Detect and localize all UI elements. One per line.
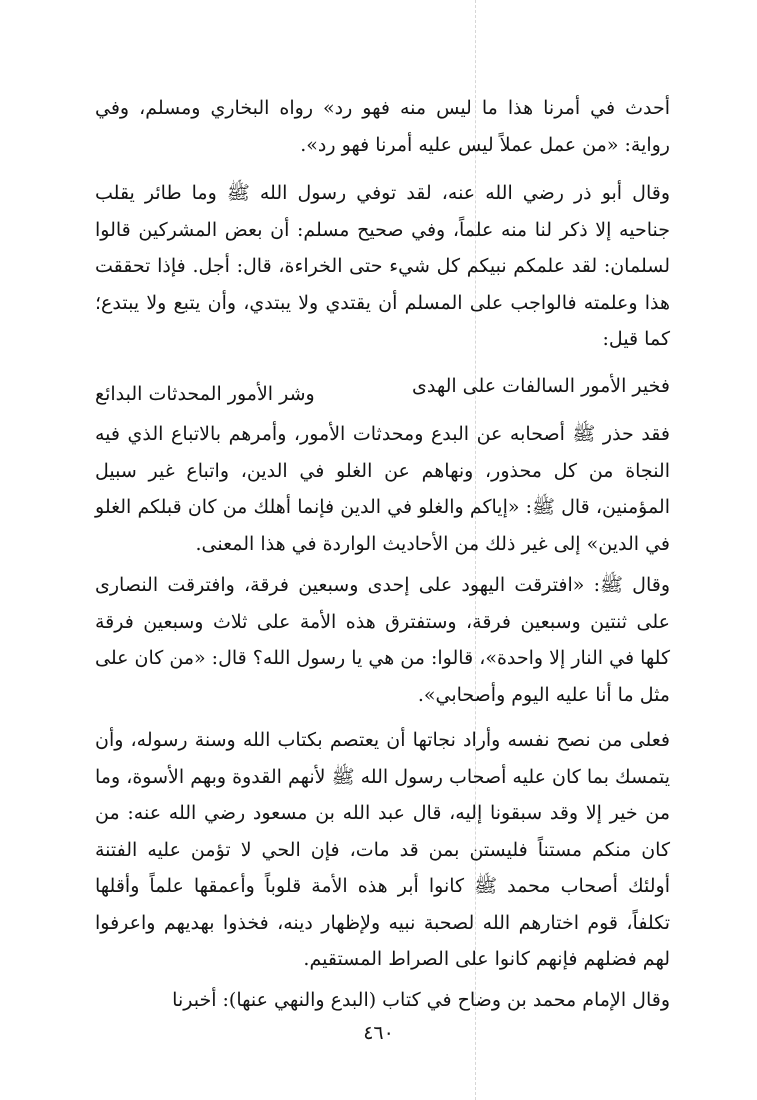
paragraph-warning-innovation: فقد حذر ﷺ أصحابه عن البدع ومحدثات الأمور، وأمرهم بالاتباع الذي فيه النجاة من كل محذور، ونهاهم عن الغلو في الدين، واتباع غير سبيل المؤمنين، قال ﷺ: «إياكم والغلو في الدين فإنما أهلك من كان قبلكم الغلو في الدين» إلى غير ذلك من الأحاديث الواردة في هذا المعنى. bbox=[95, 423, 670, 555]
verse-first-hemistich: فخير الأمور السالفات على الهدى bbox=[411, 375, 670, 397]
paragraph-ibn-masud: فعلى من نصح نفسه وأراد نجاتها أن يعتصم بكتاب الله وسنة رسوله، وأن يتمسك بما كان عليه أصحاب رسول الله ﷺ لأنهم القدوة وبهم الأسوة، وما من خير إلا وقد سبقونا إليه، قال عبد الله بن مسعود رضي الله عنه: من كان منكم مستناً فليستن بمن قد مات، فإن الحي لا تؤمن عليه الفتنة أولئك أصحاب محمد ﷺ كانوا أبر هذه الأمة قلوباً وأعمقها علماً وأقلها تكلفاً، قوم اختارهم الله لصحبة نبيه ولإظهار دينه، فخذوا بهديهم واعرفوا لهم فضلهم فإنهم كانوا على الصراط المستقيم. bbox=[95, 729, 670, 970]
paragraph-ibn-waddah: وقال الإمام محمد بن وضاح في كتاب (البدع والنهي عنها): أخبرنا bbox=[172, 989, 670, 1011]
paragraph-hadith-continuation: أحدث في أمرنا هذا ما ليس منه فهو رد» رواه البخاري ومسلم، وفي رواية: «من عمل عملاً ليس عليه أمرنا فهو رد». bbox=[95, 97, 670, 156]
paragraph-sects-hadith: وقال ﷺ: «افترقت اليهود على إحدى وسبعين فرقة، وافترقت النصارى على ثنتين وسبعين فرقة، وستفترق هذه الأمة على ثلاث وسبعين فرقة كلها في النار إلا واحدة»، قالوا: من هي يا رسول الله؟ قال: «من كان على مثل ما أنا عليه اليوم وأصحابي». bbox=[95, 574, 670, 706]
verse-second-hemistich: وشر الأمور المحدثات البدائع bbox=[95, 383, 315, 405]
paragraph-abu-dharr: وقال أبو ذر رضي الله عنه، لقد توفي رسول الله ﷺ وما طائر يقلب جناحيه إلا ذكر لنا منه علماً، وفي صحيح مسلم: أن بعض المشركين قالوا لسلمان: لقد علمكم نبيكم كل شيء حتى الخراءة، قال: أجل. فإذا تحققت هذا وعلمته فالواجب على المسلم أن يقتدي ولا يبتدي، وأن يتبع ولا يبتدع؛ كما قيل: bbox=[95, 182, 670, 350]
page-number: ٤٦٠ bbox=[363, 1022, 394, 1044]
